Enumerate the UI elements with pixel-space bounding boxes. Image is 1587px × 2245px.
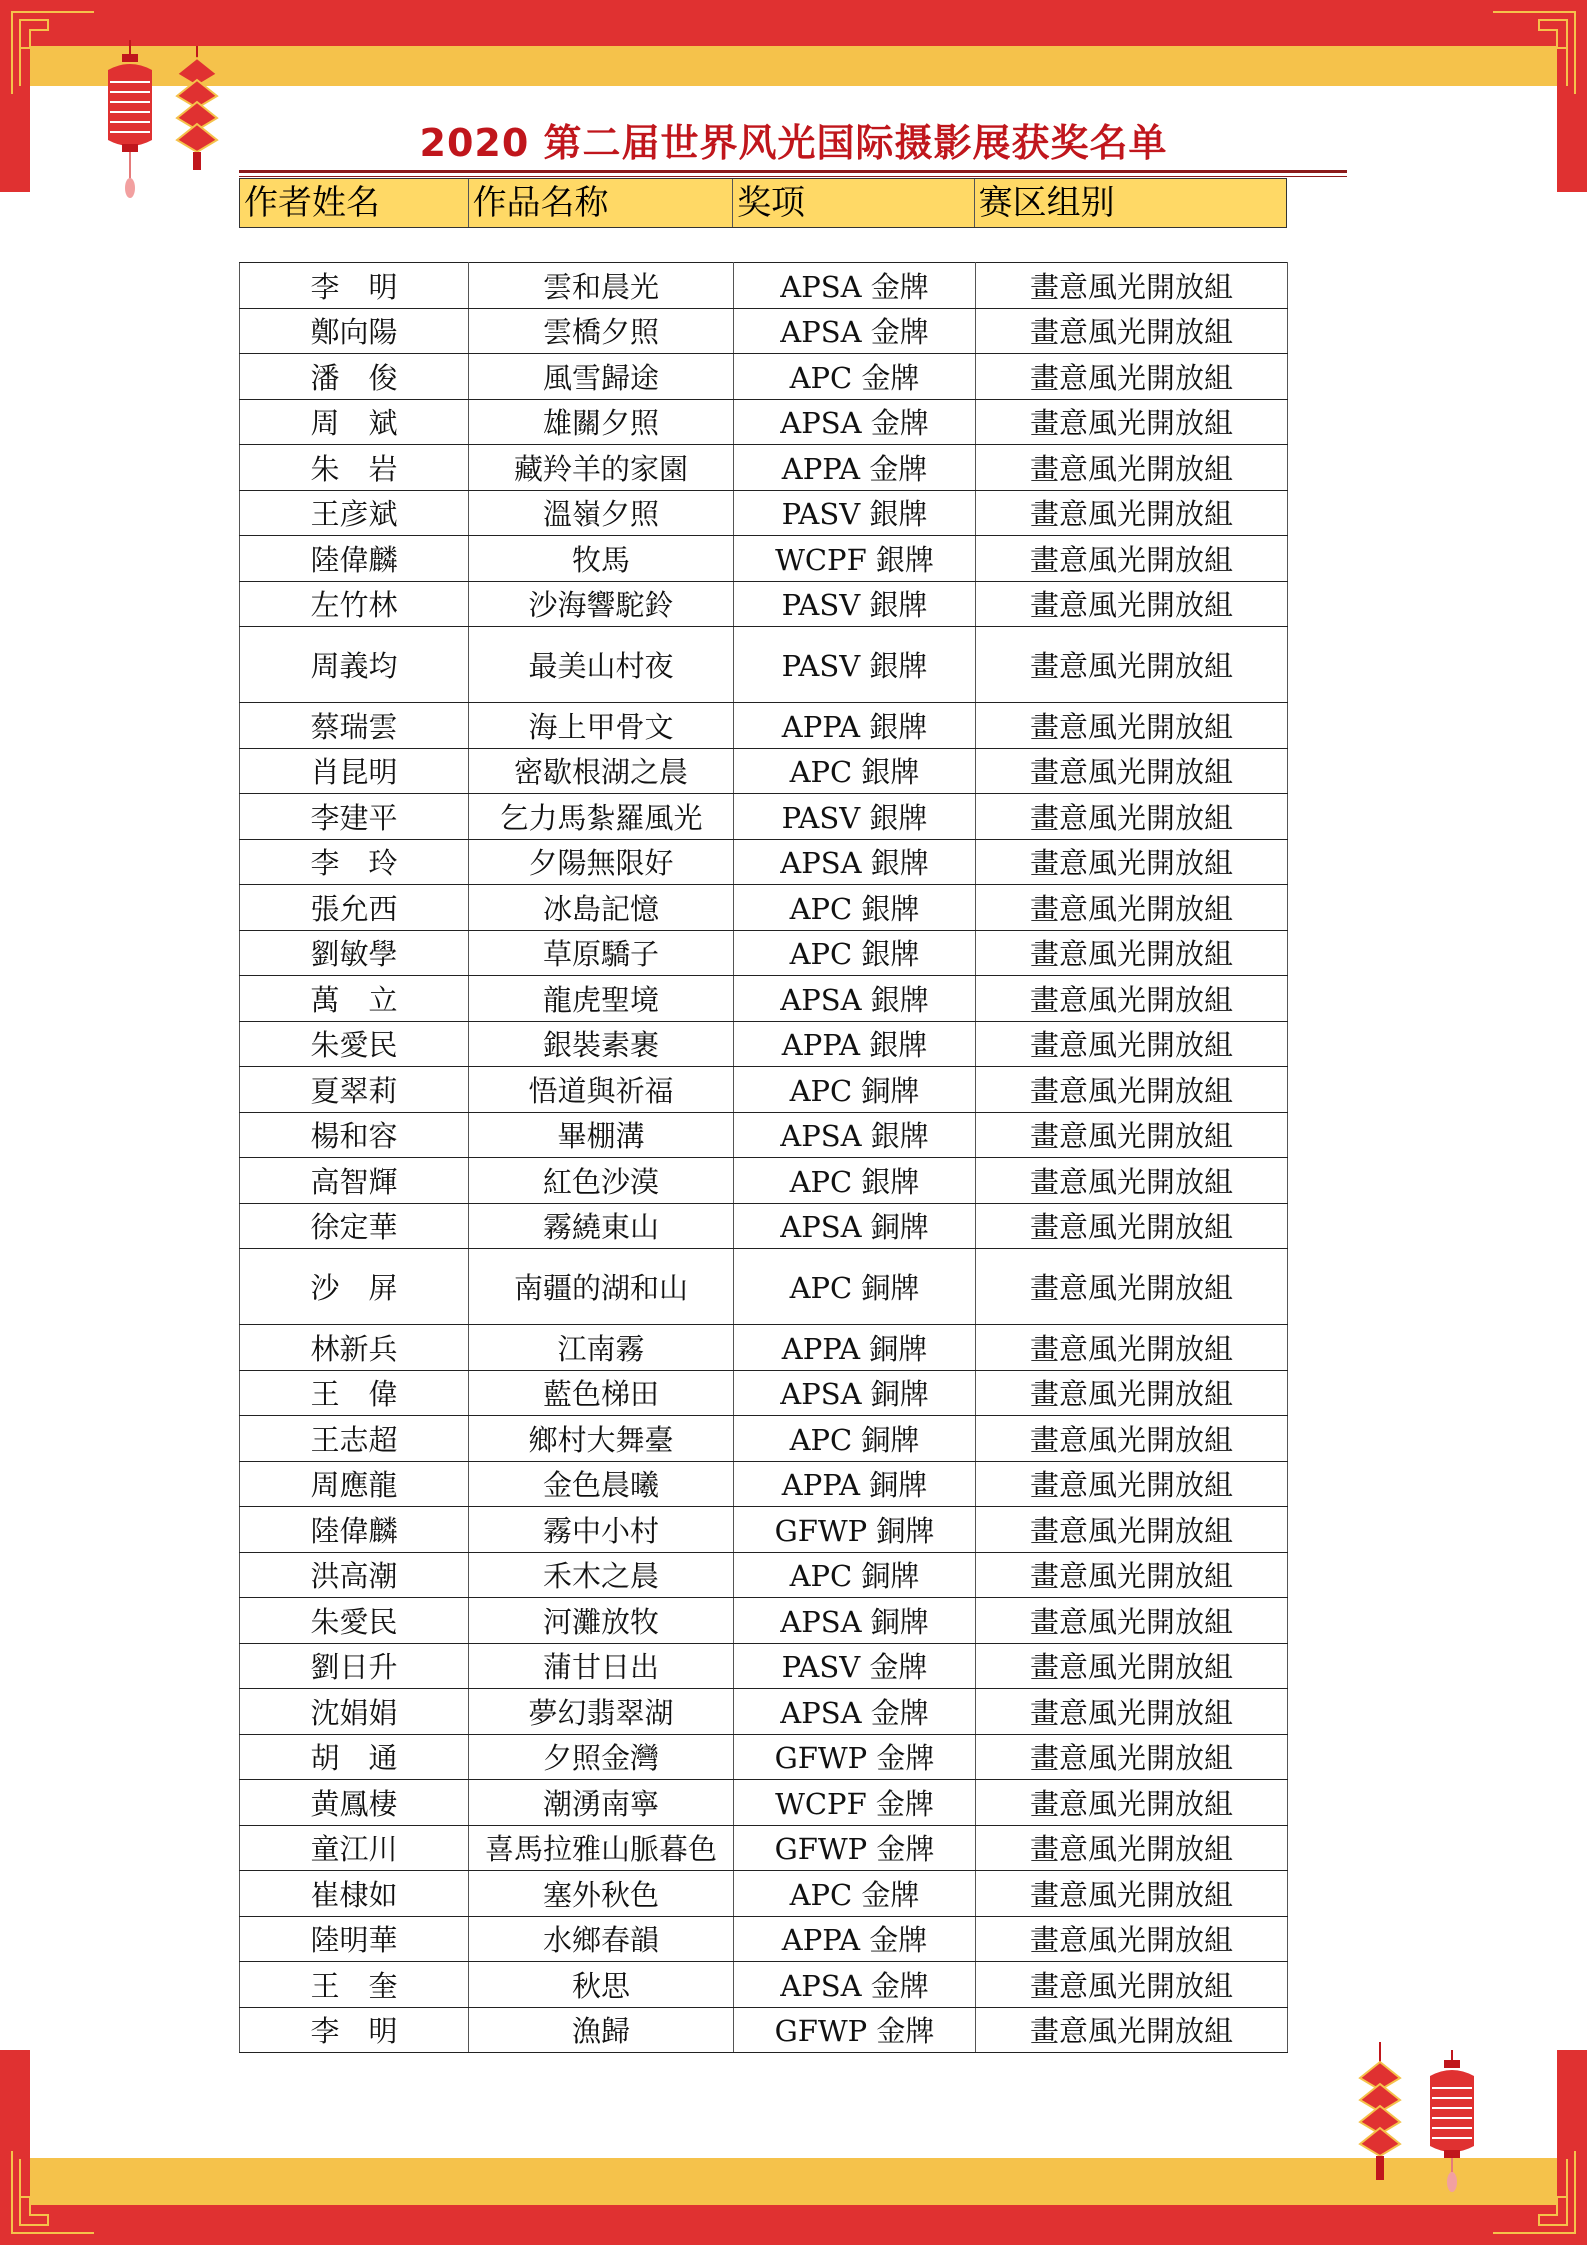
cell-author: 王 奎 [240, 1962, 469, 2008]
cell-group: 畫意風光開放組 [976, 1780, 1288, 1826]
cell-award: APPA 銀牌 [734, 1021, 976, 1067]
table-row [240, 1734, 1288, 1780]
cell-author: 沈娟娟 [240, 1689, 469, 1735]
cell-work: 最美山村夜 [469, 627, 734, 703]
cell-author: 潘 俊 [240, 354, 469, 400]
cell-award: WCPF 銀牌 [734, 536, 976, 582]
cell-author: 朱 岩 [240, 445, 469, 491]
cell-group: 畫意風光開放組 [976, 1962, 1288, 2008]
table-row [240, 1962, 1288, 2008]
cell-group: 畫意風光開放組 [976, 1249, 1288, 1325]
cell-author: 黄鳳棲 [240, 1780, 469, 1826]
frame-bottom-red-band [0, 2205, 1587, 2245]
cell-author: 蔡瑞雲 [240, 703, 469, 749]
cell-award: APC 銀牌 [734, 930, 976, 976]
cell-author: 胡 通 [240, 1734, 469, 1780]
cell-group: 畫意風光開放組 [976, 1825, 1288, 1871]
cell-work: 霧繞東山 [469, 1203, 734, 1249]
cell-award: APSA 銀牌 [734, 1112, 976, 1158]
header-award: 奖项 [733, 179, 975, 227]
table-row [240, 1158, 1288, 1204]
red-firecracker-icon [1355, 2042, 1405, 2192]
cell-author: 沙 屏 [240, 1249, 469, 1325]
cell-author: 陸明華 [240, 1916, 469, 1962]
cell-group: 畫意風光開放組 [976, 1734, 1288, 1780]
cell-author: 林新兵 [240, 1325, 469, 1371]
cell-work: 龍虎聖境 [469, 976, 734, 1022]
header-author: 作者姓名 [240, 179, 469, 227]
cell-group: 畫意風光開放組 [976, 263, 1288, 309]
table-row [240, 748, 1288, 794]
cell-work: 夕陽無限好 [469, 839, 734, 885]
table-row [240, 2007, 1288, 2053]
cell-award: APSA 銅牌 [734, 1203, 976, 1249]
table-row [240, 703, 1288, 749]
cell-work: 溫嶺夕照 [469, 490, 734, 536]
cell-author: 徐定華 [240, 1203, 469, 1249]
table-row [240, 1871, 1288, 1917]
table-row [240, 263, 1288, 309]
cell-author: 夏翠莉 [240, 1067, 469, 1113]
cell-work: 乞力馬紮羅風光 [469, 794, 734, 840]
cell-work: 風雪歸途 [469, 354, 734, 400]
cell-group: 畫意風光開放組 [976, 1507, 1288, 1553]
cell-work: 冰島記憶 [469, 885, 734, 931]
cell-work: 雄關夕照 [469, 399, 734, 445]
cell-award: APSA 金牌 [734, 1962, 976, 2008]
awards-table [239, 262, 1288, 2053]
cell-award: APC 銅牌 [734, 1416, 976, 1462]
cell-work: 牧馬 [469, 536, 734, 582]
cell-award: APC 銅牌 [734, 1249, 976, 1325]
cell-group: 畫意風光開放組 [976, 1552, 1288, 1598]
cell-author: 朱愛民 [240, 1598, 469, 1644]
cell-author: 洪高潮 [240, 1552, 469, 1598]
cell-group: 畫意風光開放組 [976, 1158, 1288, 1204]
cell-work: 潮湧南寧 [469, 1780, 734, 1826]
cell-work: 江南霧 [469, 1325, 734, 1371]
cell-award: APPA 金牌 [734, 1916, 976, 1962]
cell-award: APPA 銅牌 [734, 1461, 976, 1507]
frame-top-yellow-band [30, 46, 1557, 86]
table-row [240, 1552, 1288, 1598]
table-row [240, 1416, 1288, 1462]
table-row [240, 399, 1288, 445]
cell-work: 禾木之晨 [469, 1552, 734, 1598]
cell-author: 童江川 [240, 1825, 469, 1871]
cell-work: 塞外秋色 [469, 1871, 734, 1917]
cell-group: 畫意風光開放組 [976, 1871, 1288, 1917]
cell-author: 王 偉 [240, 1370, 469, 1416]
cell-work: 喜馬拉雅山脈暮色 [469, 1825, 734, 1871]
table-row [240, 445, 1288, 491]
cell-author: 劉敏學 [240, 930, 469, 976]
table-row [240, 1203, 1288, 1249]
cell-group: 畫意風光開放組 [976, 1689, 1288, 1735]
title-divider-thin [239, 176, 1347, 177]
cell-award: APC 銅牌 [734, 1067, 976, 1113]
cell-award: APC 銅牌 [734, 1552, 976, 1598]
cell-group: 畫意風光開放組 [976, 1067, 1288, 1113]
cell-author: 肖昆明 [240, 748, 469, 794]
cell-group: 畫意風光開放組 [976, 445, 1288, 491]
cell-author: 萬 立 [240, 976, 469, 1022]
cell-award: APPA 銅牌 [734, 1325, 976, 1371]
cell-author: 朱愛民 [240, 1021, 469, 1067]
page-title: 2020 第二届世界风光国际摄影展获奖名单 [419, 121, 1168, 165]
table-row [240, 885, 1288, 931]
cell-group: 畫意風光開放組 [976, 490, 1288, 536]
cell-group: 畫意風光開放組 [976, 1416, 1288, 1462]
cell-work: 鄉村大舞臺 [469, 1416, 734, 1462]
cell-author: 李 玲 [240, 839, 469, 885]
cell-award: APSA 金牌 [734, 263, 976, 309]
table-header [239, 178, 1287, 228]
table-row [240, 308, 1288, 354]
table-row [240, 1598, 1288, 1644]
cell-award: APC 銀牌 [734, 1158, 976, 1204]
cell-work: 銀裝素裹 [469, 1021, 734, 1067]
cell-work: 秋思 [469, 1962, 734, 2008]
cell-author: 周 斌 [240, 399, 469, 445]
header-work: 作品名称 [469, 179, 734, 227]
table-row [240, 1249, 1288, 1325]
cell-author: 張允西 [240, 885, 469, 931]
cell-group: 畫意風光開放組 [976, 536, 1288, 582]
cell-work: 紅色沙漠 [469, 1158, 734, 1204]
table-row [240, 627, 1288, 703]
cell-author: 李 明 [240, 2007, 469, 2053]
cell-author: 李建平 [240, 794, 469, 840]
frame-top-red-band [0, 0, 1587, 46]
title-divider [239, 170, 1347, 173]
table-row [240, 1067, 1288, 1113]
cell-work: 霧中小村 [469, 1507, 734, 1553]
cell-group: 畫意風光開放組 [976, 1461, 1288, 1507]
table-row [240, 930, 1288, 976]
cell-award: PASV 銀牌 [734, 794, 976, 840]
table-row [240, 976, 1288, 1022]
cell-work: 藍色梯田 [469, 1370, 734, 1416]
cell-award: GFWP 金牌 [734, 1734, 976, 1780]
table-row [240, 1370, 1288, 1416]
cell-work: 密歇根湖之晨 [469, 748, 734, 794]
corner-fret-top-left-icon [8, 8, 98, 98]
cell-group: 畫意風光開放組 [976, 1598, 1288, 1644]
cell-author: 鄭向陽 [240, 308, 469, 354]
cell-group: 畫意風光開放組 [976, 748, 1288, 794]
cell-award: APSA 銀牌 [734, 839, 976, 885]
cell-award: GFWP 金牌 [734, 1825, 976, 1871]
table-row [240, 581, 1288, 627]
cell-work: 夢幻翡翠湖 [469, 1689, 734, 1735]
cell-work: 金色晨曦 [469, 1461, 734, 1507]
cell-author: 王志超 [240, 1416, 469, 1462]
cell-work: 沙海響駝鈴 [469, 581, 734, 627]
table-row [240, 1112, 1288, 1158]
table-row [240, 1021, 1288, 1067]
cell-award: APSA 銀牌 [734, 976, 976, 1022]
cell-author: 崔棣如 [240, 1871, 469, 1917]
cell-group: 畫意風光開放組 [976, 627, 1288, 703]
cell-work: 藏羚羊的家園 [469, 445, 734, 491]
cell-author: 楊和容 [240, 1112, 469, 1158]
cell-group: 畫意風光開放組 [976, 1916, 1288, 1962]
cell-work: 蒲甘日出 [469, 1643, 734, 1689]
cell-author: 李 明 [240, 263, 469, 309]
cell-award: PASV 銀牌 [734, 490, 976, 536]
frame-bottom-yellow-band [30, 2158, 1557, 2205]
cell-group: 畫意風光開放組 [976, 2007, 1288, 2053]
cell-award: APSA 金牌 [734, 1689, 976, 1735]
table-row [240, 1780, 1288, 1826]
cell-work: 夕照金灣 [469, 1734, 734, 1780]
table-row [240, 1325, 1288, 1371]
cell-group: 畫意風光開放組 [976, 976, 1288, 1022]
cell-group: 畫意風光開放組 [976, 1203, 1288, 1249]
cell-award: APC 金牌 [734, 354, 976, 400]
cell-award: APC 銀牌 [734, 885, 976, 931]
cell-group: 畫意風光開放組 [976, 581, 1288, 627]
cell-work: 草原驕子 [469, 930, 734, 976]
table-row [240, 1825, 1288, 1871]
cell-work: 雲橋夕照 [469, 308, 734, 354]
cell-award: APSA 金牌 [734, 308, 976, 354]
cell-work: 悟道與祈福 [469, 1067, 734, 1113]
awards-table-body [240, 263, 1288, 2053]
cell-group: 畫意風光開放組 [976, 839, 1288, 885]
header-group: 赛区组别 [978, 183, 1115, 223]
cell-award: APC 銀牌 [734, 748, 976, 794]
table-row [240, 354, 1288, 400]
cell-group: 畫意風光開放組 [976, 1021, 1288, 1067]
cell-group: 畫意風光開放組 [976, 1370, 1288, 1416]
cell-work: 雲和晨光 [469, 263, 734, 309]
cell-award: GFWP 銅牌 [734, 1507, 976, 1553]
cell-award: WCPF 金牌 [734, 1780, 976, 1826]
cell-work: 水鄉春韻 [469, 1916, 734, 1962]
cell-work: 漁歸 [469, 2007, 734, 2053]
cell-author: 高智輝 [240, 1158, 469, 1204]
corner-fret-bottom-left-icon [8, 2147, 98, 2237]
cell-award: APPA 金牌 [734, 445, 976, 491]
table-row [240, 794, 1288, 840]
cell-group: 畫意風光開放組 [976, 1325, 1288, 1371]
cell-group: 畫意風光開放組 [976, 1643, 1288, 1689]
table-row [240, 1689, 1288, 1735]
cell-author: 陸偉麟 [240, 1507, 469, 1553]
cell-work: 畢棚溝 [469, 1112, 734, 1158]
table-row [240, 1507, 1288, 1553]
cell-award: PASV 銀牌 [734, 581, 976, 627]
cell-award: PASV 銀牌 [734, 627, 976, 703]
corner-fret-bottom-right-icon [1489, 2147, 1579, 2237]
cell-author: 王彦斌 [240, 490, 469, 536]
cell-group: 畫意風光開放組 [976, 308, 1288, 354]
cell-work: 河灘放牧 [469, 1598, 734, 1644]
cell-author: 左竹林 [240, 581, 469, 627]
cell-award: GFWP 金牌 [734, 2007, 976, 2053]
cell-author: 陸偉麟 [240, 536, 469, 582]
cell-author: 周應龍 [240, 1461, 469, 1507]
cell-group: 畫意風光開放組 [976, 354, 1288, 400]
table-row [240, 536, 1288, 582]
red-lantern-icon [1422, 2050, 1482, 2200]
table-row [240, 1461, 1288, 1507]
table-row [240, 490, 1288, 536]
cell-group: 畫意風光開放組 [976, 399, 1288, 445]
table-row [240, 839, 1288, 885]
cell-award: APSA 銅牌 [734, 1370, 976, 1416]
cell-group: 畫意風光開放組 [976, 1112, 1288, 1158]
table-row [240, 1643, 1288, 1689]
cell-award: PASV 金牌 [734, 1643, 976, 1689]
cell-group: 畫意風光開放組 [976, 930, 1288, 976]
cell-author: 劉日升 [240, 1643, 469, 1689]
cell-award: APC 金牌 [734, 1871, 976, 1917]
cell-author: 周義均 [240, 627, 469, 703]
table-row [240, 1916, 1288, 1962]
cell-work: 南疆的湖和山 [469, 1249, 734, 1325]
cell-group: 畫意風光開放組 [976, 794, 1288, 840]
cell-work: 海上甲骨文 [469, 703, 734, 749]
cell-group: 畫意風光開放組 [976, 703, 1288, 749]
cell-award: APSA 銅牌 [734, 1598, 976, 1644]
corner-fret-top-right-icon [1489, 8, 1579, 98]
cell-award: APSA 金牌 [734, 399, 976, 445]
cell-group: 畫意風光開放組 [976, 885, 1288, 931]
cell-award: APPA 銀牌 [734, 703, 976, 749]
